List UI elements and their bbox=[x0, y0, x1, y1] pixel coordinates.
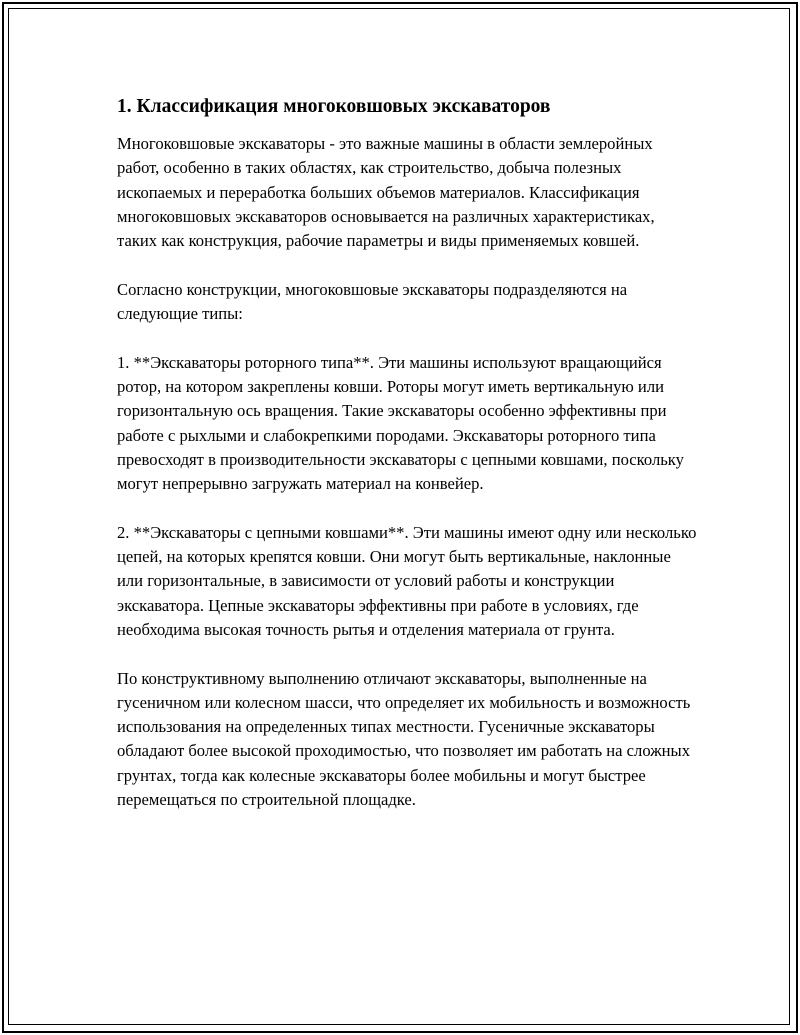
paragraph-chain-excavators: 2. **Экскаваторы с цепными ковшами**. Эти машины имеют одну или несколько цепей, на которых крепятся ковши. Они могут быть вертикальные, наклонные или горизонтальные, в зависимости от условий работы и конструкции экскаватора. Цепные экскаваторы эффективны при работе в условиях, где необходима высокая точность рытья и отделения материала от грунта. bbox=[117, 522, 697, 639]
paragraph-types-intro: Согласно конструкции, многоковшовые экскаваторы подразделяются на следующие типы: bbox=[117, 279, 628, 324]
paragraph-rotary-excavators: 1. **Экскаваторы роторного типа**. Эти машины используют вращающийся ротор, на котором закреплены ковши. Роторы могут иметь вертикальную или горизонтальную ось вращения. Такие экскаваторы особенно эффективны при работе с рыхлыми и слабокрепкими породами. Экскаваторы роторного типа превосходят в производительности экскаваторы с цепными ковшами, поскольку могут непрерывно загружать материал на конвейер. bbox=[117, 352, 684, 494]
paragraph-intro: Многоковшовые экскаваторы - это важные машины в области землеройных работ, особенно в таких областях, как строительство, добыча полезных ископаемых и переработка больших объемов материалов. Классификация многоковшовых экскаваторов основывается на различных характеристиках, таких как конструкция, рабочие параметры и виды применяемых ковшей. bbox=[117, 134, 655, 251]
document-body bbox=[117, 94, 697, 812]
section-heading: 1. Классификация многоковшовых экскаваторов bbox=[117, 96, 551, 117]
paragraph-chassis: По конструктивному выполнению отличают экскаваторы, выполненные на гусеничном или колесном шасси, что определяет их мобильность и возможность использования на определенных типах местности. Гусеничные экскаваторы обладают более высокой проходимостью, что позволяет им работать на сложных грунтах, тогда как колесные экскаваторы более мобильны и могут быстрее перемещаться по строительной площадке. bbox=[117, 668, 691, 810]
